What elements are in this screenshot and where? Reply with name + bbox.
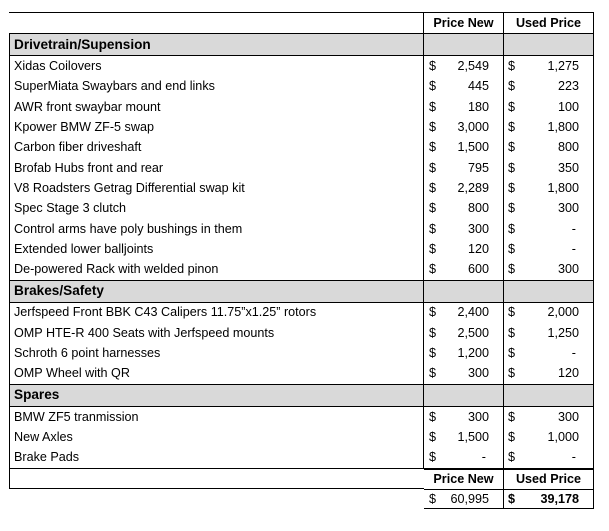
currency-symbol: $ xyxy=(508,366,516,381)
currency-symbol: $ xyxy=(429,491,437,506)
table-row xyxy=(9,363,594,383)
used-price-value: 1,000 xyxy=(547,429,579,444)
used-price-value: - xyxy=(571,346,576,360)
table-row xyxy=(9,239,594,259)
table-row xyxy=(9,447,594,468)
currency-symbol: $ xyxy=(429,160,437,175)
used-price-cell xyxy=(504,447,594,467)
price-new-cell xyxy=(424,259,504,279)
used-price-value: 800 xyxy=(557,140,579,155)
used-price-value: 223 xyxy=(557,79,579,94)
currency-symbol: $ xyxy=(508,429,516,444)
item-name: Spec Stage 3 clutch xyxy=(14,201,127,216)
used-price-cell xyxy=(504,323,594,343)
table-row xyxy=(9,427,594,447)
currency-symbol: $ xyxy=(429,366,437,381)
header-used-price-label: Used Price xyxy=(515,15,582,30)
total-used-price-cell xyxy=(504,489,594,509)
header-row xyxy=(9,12,594,33)
price-new-value: 600 xyxy=(467,262,489,277)
currency-symbol: $ xyxy=(508,262,516,277)
price-new-value: 180 xyxy=(467,99,489,114)
used-price-cell xyxy=(504,259,594,279)
used-price-cell xyxy=(504,97,594,117)
item-name-cell xyxy=(9,239,424,259)
table-row xyxy=(9,158,594,178)
used-price-cell xyxy=(504,137,594,157)
item-name: Brofab Hubs front and rear xyxy=(14,160,164,175)
item-name: V8 Roadsters Getrag Differential swap kit xyxy=(14,180,245,195)
item-name-cell xyxy=(9,117,424,137)
price-new-value: 2,400 xyxy=(457,305,489,320)
price-new-cell xyxy=(424,239,504,259)
item-name-cell xyxy=(9,56,424,76)
used-price-cell xyxy=(504,77,594,97)
used-price-cell xyxy=(504,178,594,198)
used-price-value: - xyxy=(571,450,576,465)
used-price-cell xyxy=(504,427,594,447)
used-price-value: 350 xyxy=(557,160,579,175)
used-price-value: 300 xyxy=(557,201,579,216)
price-new-cell xyxy=(424,198,504,218)
used-price-cell xyxy=(504,158,594,178)
item-name-cell xyxy=(9,447,424,467)
currency-symbol: $ xyxy=(429,59,437,74)
used-price-cell xyxy=(504,407,594,427)
price-new-value: 2,549 xyxy=(457,59,489,74)
item-name: AWR front swaybar mount xyxy=(14,99,161,114)
table-row xyxy=(9,219,594,239)
table-row xyxy=(9,303,594,323)
used-price-value: 120 xyxy=(557,366,579,381)
price-new-value: 795 xyxy=(467,160,489,175)
price-new-value: 1,500 xyxy=(457,429,489,444)
section-blank-cell xyxy=(424,281,504,302)
totals-used-price-label: Used Price xyxy=(515,471,582,486)
item-name-cell xyxy=(9,323,424,343)
price-new-value: 1,500 xyxy=(457,140,489,155)
table-row xyxy=(9,137,594,157)
used-price-value: 1,800 xyxy=(547,180,579,195)
currency-symbol: $ xyxy=(429,346,437,360)
currency-symbol: $ xyxy=(429,450,437,465)
totals-value-row xyxy=(9,489,594,509)
currency-symbol: $ xyxy=(429,120,437,135)
item-name-cell xyxy=(9,137,424,157)
currency-symbol: $ xyxy=(429,325,437,340)
currency-symbol: $ xyxy=(429,241,437,256)
currency-symbol: $ xyxy=(508,201,516,216)
item-name-cell xyxy=(9,427,424,447)
price-new-cell xyxy=(424,56,504,76)
section-title-text: Drivetrain/Supension xyxy=(14,37,151,52)
item-name-cell xyxy=(9,97,424,117)
currency-symbol: $ xyxy=(508,140,516,155)
currency-symbol: $ xyxy=(508,241,516,256)
header-price-new xyxy=(424,13,504,33)
price-new-cell xyxy=(424,303,504,323)
item-name: Control arms have poly bushings in them xyxy=(14,221,243,236)
currency-symbol: $ xyxy=(429,262,437,277)
currency-symbol: $ xyxy=(508,99,516,114)
currency-symbol: $ xyxy=(429,180,437,195)
used-price-value: 300 xyxy=(557,262,579,277)
section-title xyxy=(9,385,424,406)
section-header-row xyxy=(9,33,594,56)
used-price-value: - xyxy=(571,241,576,256)
totals-price-new-label: Price New xyxy=(433,471,494,486)
section-blank-cell xyxy=(424,385,504,406)
currency-symbol: $ xyxy=(508,180,516,195)
used-price-cell xyxy=(504,363,594,383)
section-header-row xyxy=(9,384,594,407)
currency-symbol: $ xyxy=(508,79,516,94)
price-new-cell xyxy=(424,323,504,343)
section-title xyxy=(9,281,424,302)
section-title-text: Brakes/Safety xyxy=(14,283,104,299)
price-new-cell xyxy=(424,447,504,467)
used-price-value: 1,250 xyxy=(547,325,579,340)
price-new-cell xyxy=(424,219,504,239)
item-name-cell xyxy=(9,259,424,279)
currency-symbol: $ xyxy=(508,409,516,424)
used-price-cell xyxy=(504,303,594,323)
section-blank-cell xyxy=(504,385,594,406)
totals-blank-cell xyxy=(9,489,424,509)
price-new-value: 2,289 xyxy=(457,180,489,195)
currency-symbol: $ xyxy=(429,140,437,155)
item-name-cell xyxy=(9,407,424,427)
currency-symbol: $ xyxy=(429,221,437,236)
currency-symbol: $ xyxy=(508,221,516,236)
currency-symbol: $ xyxy=(508,491,516,506)
used-price-value: 300 xyxy=(557,409,579,424)
section-blank-cell xyxy=(504,281,594,302)
price-new-value: 445 xyxy=(467,79,489,94)
item-name: Jerfspeed Front BBK C43 Calipers 11.75”x1.25” rotors xyxy=(14,305,317,320)
used-price-value: - xyxy=(571,221,576,236)
item-name: New Axles xyxy=(14,429,73,444)
used-price-cell xyxy=(504,117,594,137)
used-price-cell xyxy=(504,343,594,363)
section-title xyxy=(9,34,424,55)
item-name-cell xyxy=(9,77,424,97)
currency-symbol: $ xyxy=(429,201,437,216)
item-name: SuperMiata Swaybars and end links xyxy=(14,79,215,94)
item-name: Carbon fiber driveshaft xyxy=(14,140,142,155)
total-used-price-value: 39,178 xyxy=(540,491,579,506)
price-new-cell xyxy=(424,407,504,427)
table-row xyxy=(9,259,594,279)
currency-symbol: $ xyxy=(429,305,437,320)
table-row xyxy=(9,178,594,198)
section-blank-cell xyxy=(424,34,504,55)
used-price-cell xyxy=(504,239,594,259)
currency-symbol: $ xyxy=(429,429,437,444)
table-row xyxy=(9,97,594,117)
price-new-cell xyxy=(424,158,504,178)
price-new-cell xyxy=(424,363,504,383)
item-name-cell xyxy=(9,219,424,239)
item-name: Extended lower balljoints xyxy=(14,241,154,256)
item-name: Xidas Coilovers xyxy=(14,59,102,74)
item-name: Brake Pads xyxy=(14,450,80,465)
totals-used-price-label-cell xyxy=(504,469,594,489)
item-name: BMW ZF5 tranmission xyxy=(14,409,139,424)
used-price-value: 2,000 xyxy=(547,305,579,320)
price-new-value: 800 xyxy=(467,201,489,216)
currency-symbol: $ xyxy=(508,160,516,175)
section-blank-cell xyxy=(504,34,594,55)
item-name: Kpower BMW ZF-5 swap xyxy=(14,120,154,135)
table-row xyxy=(9,323,594,343)
used-price-value: 100 xyxy=(557,99,579,114)
price-new-value: 3,000 xyxy=(457,120,489,135)
table-row xyxy=(9,343,594,363)
price-new-value: 1,200 xyxy=(457,346,489,360)
currency-symbol: $ xyxy=(508,325,516,340)
price-new-value: 2,500 xyxy=(457,325,489,340)
totals-label-row xyxy=(9,469,594,489)
price-new-cell xyxy=(424,178,504,198)
price-new-cell xyxy=(424,427,504,447)
item-name: OMP Wheel with QR xyxy=(14,366,130,381)
spreadsheet-table xyxy=(9,12,594,509)
section-header-row xyxy=(9,280,594,303)
table-row xyxy=(9,407,594,427)
price-new-cell xyxy=(424,77,504,97)
total-price-new-value: 60,995 xyxy=(450,491,489,506)
currency-symbol: $ xyxy=(508,450,516,465)
price-new-value: 300 xyxy=(467,366,489,381)
item-name: OMP HTE-R 400 Seats with Jerfspeed mounts xyxy=(14,325,275,340)
totals-price-new-label-cell xyxy=(424,469,504,489)
price-new-cell xyxy=(424,97,504,117)
used-price-cell xyxy=(504,219,594,239)
table-row xyxy=(9,77,594,97)
used-price-value: 1,800 xyxy=(547,120,579,135)
currency-symbol: $ xyxy=(508,346,516,360)
used-price-value: 1,275 xyxy=(547,59,579,74)
item-name-cell xyxy=(9,343,424,363)
header-used-price xyxy=(504,13,594,33)
header-blank-cell xyxy=(9,13,424,33)
price-new-cell xyxy=(424,137,504,157)
table-row xyxy=(9,117,594,137)
price-new-cell xyxy=(424,343,504,363)
table-row xyxy=(9,198,594,218)
section-title-text: Spares xyxy=(14,387,60,403)
item-name: De-powered Rack with welded pinon xyxy=(14,262,219,277)
used-price-cell xyxy=(504,198,594,218)
currency-symbol: $ xyxy=(429,409,437,424)
item-name-cell xyxy=(9,198,424,218)
currency-symbol: $ xyxy=(508,120,516,135)
table-row xyxy=(9,56,594,76)
price-new-value: 120 xyxy=(467,241,489,256)
totals-blank-cell xyxy=(9,469,424,489)
currency-symbol: $ xyxy=(508,305,516,320)
header-price-new-label: Price New xyxy=(433,15,494,30)
price-new-value: - xyxy=(481,450,486,465)
price-new-value: 300 xyxy=(467,221,489,236)
item-name-cell xyxy=(9,158,424,178)
currency-symbol: $ xyxy=(508,59,516,74)
currency-symbol: $ xyxy=(429,79,437,94)
item-name: Schroth 6 point harnesses xyxy=(14,346,161,360)
currency-symbol: $ xyxy=(429,99,437,114)
price-new-value: 300 xyxy=(467,409,489,424)
price-new-cell xyxy=(424,117,504,137)
total-price-new-cell xyxy=(424,489,504,509)
used-price-cell xyxy=(504,56,594,76)
item-name-cell xyxy=(9,303,424,323)
item-name-cell xyxy=(9,178,424,198)
item-name-cell xyxy=(9,363,424,383)
